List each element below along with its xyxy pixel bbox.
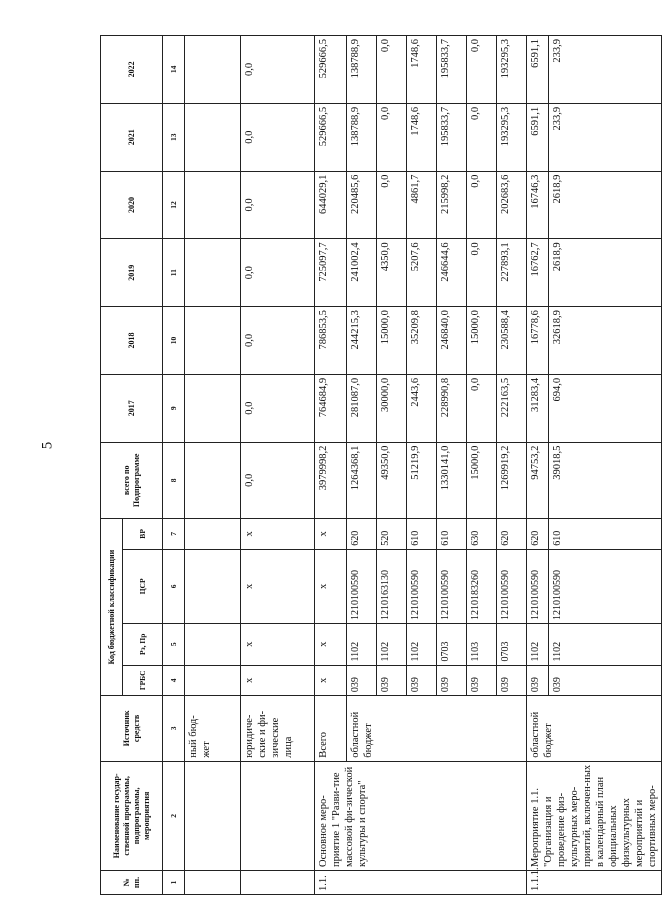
budget-table-sheet bbox=[100, 35, 658, 895]
header-year-2019: 2019 bbox=[101, 239, 163, 307]
year-cell: 230588,4 bbox=[497, 307, 527, 375]
year-cell: 244215,3 bbox=[347, 307, 377, 375]
year-cell: 786853,5 bbox=[315, 307, 347, 375]
measure-name: Основное меро-приятие 1 "Разви-тие массовой фи-зической культуры и спорта" bbox=[315, 761, 527, 870]
total-cell: 49350,0 bbox=[377, 442, 407, 518]
grbs-cell: 039 bbox=[437, 665, 467, 696]
rzpr-cell: 0703 bbox=[497, 624, 527, 666]
header-source: Источник средств bbox=[101, 696, 163, 762]
col-number: 14 bbox=[163, 36, 185, 104]
csr-cell: х bbox=[241, 549, 315, 623]
rzpr-cell: 1102 bbox=[407, 624, 437, 666]
header-total: всего по Подпрограмме bbox=[101, 442, 163, 518]
col-number: 2 bbox=[163, 761, 185, 870]
source-cell: юридиче-ские и фи-зические лица bbox=[241, 696, 315, 762]
year-cell: 529666,5 bbox=[315, 103, 347, 171]
year-cell: 195833,7 bbox=[437, 36, 467, 104]
year-cell: 6591,1 bbox=[527, 103, 549, 171]
grbs-cell: 039 bbox=[527, 665, 549, 696]
year-cell: 233,9 bbox=[549, 103, 662, 171]
year-cell: 246840,0 bbox=[437, 307, 467, 375]
csr-cell: 1210100590 bbox=[347, 549, 377, 623]
grbs-cell: 039 bbox=[467, 665, 497, 696]
year-cell: 15000,0 bbox=[467, 307, 497, 375]
col-number: 6 bbox=[163, 549, 185, 623]
year-cell: 138788,9 bbox=[347, 103, 377, 171]
year-cell: 1748,6 bbox=[407, 36, 437, 104]
csr-cell: 1210100590 bbox=[407, 549, 437, 623]
year-cell: 233,9 bbox=[549, 36, 662, 104]
rzpr-cell: 1102 bbox=[527, 624, 549, 666]
budget-table bbox=[100, 35, 662, 895]
header-csr: ЦСР bbox=[123, 549, 163, 623]
vr-cell: 620 bbox=[347, 519, 377, 550]
year-cell: 0,0 bbox=[241, 239, 315, 307]
rzpr-cell: 0703 bbox=[437, 624, 467, 666]
col-number: 13 bbox=[163, 103, 185, 171]
year-cell: 764684,9 bbox=[315, 374, 347, 442]
total-cell: 1330141,0 bbox=[437, 442, 467, 518]
year-cell: 644029,1 bbox=[315, 171, 347, 239]
year-cell: 138788,9 bbox=[347, 36, 377, 104]
table-row bbox=[527, 36, 549, 895]
col-number: 1 bbox=[163, 870, 185, 894]
csr-cell: 1210100590 bbox=[549, 549, 662, 623]
year-cell: 2618,9 bbox=[549, 239, 662, 307]
col-number: 5 bbox=[163, 624, 185, 666]
rzpr-cell: 1102 bbox=[549, 624, 662, 666]
year-cell: 0,0 bbox=[467, 239, 497, 307]
year-cell: 2443,6 bbox=[407, 374, 437, 442]
year-cell: 4861,7 bbox=[407, 171, 437, 239]
year-cell: 30000,0 bbox=[377, 374, 407, 442]
header-budget-code: Код бюджетной классификации bbox=[101, 519, 123, 696]
csr-cell: 1210183260 bbox=[467, 549, 497, 623]
grbs-cell: 039 bbox=[549, 665, 662, 696]
csr-cell: 1210100590 bbox=[527, 549, 549, 623]
year-cell: 241002,4 bbox=[347, 239, 377, 307]
year-cell: 16778,6 bbox=[527, 307, 549, 375]
year-cell: 0,0 bbox=[377, 103, 407, 171]
grbs-cell: 039 bbox=[377, 665, 407, 696]
column-number-row bbox=[163, 36, 185, 895]
year-cell: 0,0 bbox=[467, 171, 497, 239]
total-cell: 3979998,2 bbox=[315, 442, 347, 518]
year-cell: 202683,6 bbox=[497, 171, 527, 239]
col-number: 3 bbox=[163, 696, 185, 762]
year-cell: 35209,8 bbox=[407, 307, 437, 375]
vr-cell: 620 bbox=[527, 519, 549, 550]
vr-cell: 620 bbox=[497, 519, 527, 550]
year-cell: 0,0 bbox=[467, 103, 497, 171]
year-cell: 529666,5 bbox=[315, 36, 347, 104]
rzpr-cell: 1102 bbox=[377, 624, 407, 666]
year-cell: 227893,1 bbox=[497, 239, 527, 307]
csr-cell: 1210100590 bbox=[497, 549, 527, 623]
year-cell: 0,0 bbox=[241, 171, 315, 239]
measure-name: Мероприятие 1.1. "Организация и проведение физ-культурных меро-приятий, включен-ных в календарный план официальных физкультурных мероприятий и спортивных меро- bbox=[527, 761, 662, 870]
grbs-cell: х bbox=[315, 665, 347, 696]
year-cell: 193295,3 bbox=[497, 36, 527, 104]
rzpr-cell: 1103 bbox=[467, 624, 497, 666]
year-cell: 5207,6 bbox=[407, 239, 437, 307]
col-number: 10 bbox=[163, 307, 185, 375]
csr-cell: х bbox=[315, 549, 347, 623]
total-cell: 51219,9 bbox=[407, 442, 437, 518]
col-number: 12 bbox=[163, 171, 185, 239]
year-cell: 228990,8 bbox=[437, 374, 467, 442]
header-year-2017: 2017 bbox=[101, 374, 163, 442]
year-cell: 32618,9 bbox=[549, 307, 662, 375]
year-cell: 0,0 bbox=[467, 374, 497, 442]
grbs-cell: х bbox=[241, 665, 315, 696]
rzpr-cell: х bbox=[241, 624, 315, 666]
year-cell: 281087,0 bbox=[347, 374, 377, 442]
col-number: 4 bbox=[163, 665, 185, 696]
vr-cell: 610 bbox=[437, 519, 467, 550]
source-cell: ный бюд-жет bbox=[185, 696, 241, 762]
grbs-cell: 039 bbox=[347, 665, 377, 696]
year-cell: 0,0 bbox=[241, 374, 315, 442]
year-cell: 0,0 bbox=[241, 307, 315, 375]
year-cell: 222163,5 bbox=[497, 374, 527, 442]
page-number: 5 bbox=[39, 441, 56, 450]
vr-cell: х bbox=[315, 519, 347, 550]
table-row bbox=[315, 36, 347, 895]
year-cell: 4350,0 bbox=[377, 239, 407, 307]
year-cell: 16746,3 bbox=[527, 171, 549, 239]
year-cell: 193295,3 bbox=[497, 103, 527, 171]
total-cell: 39018,5 bbox=[549, 442, 662, 518]
row-number: 1.1.1. bbox=[527, 870, 662, 894]
total-cell: 0,0 bbox=[241, 442, 315, 518]
total-cell: 94753,2 bbox=[527, 442, 549, 518]
vr-cell: 520 bbox=[377, 519, 407, 550]
year-cell: 0,0 bbox=[241, 103, 315, 171]
header-row bbox=[101, 36, 123, 895]
source-cell: областной бюджет bbox=[347, 696, 527, 762]
total-cell: 15000,0 bbox=[467, 442, 497, 518]
row-number: 1.1. bbox=[315, 870, 527, 894]
year-cell: 0,0 bbox=[377, 171, 407, 239]
year-cell: 6591,1 bbox=[527, 36, 549, 104]
header-year-2018: 2018 bbox=[101, 307, 163, 375]
header-year-2022: 2022 bbox=[101, 36, 163, 104]
header-year-2020: 2020 bbox=[101, 171, 163, 239]
col-number: 11 bbox=[163, 239, 185, 307]
header-num: № пп. bbox=[101, 870, 163, 894]
col-number: 9 bbox=[163, 374, 185, 442]
year-cell: 2618,9 bbox=[549, 171, 662, 239]
year-cell: 15000,0 bbox=[377, 307, 407, 375]
year-cell: 246644,6 bbox=[437, 239, 467, 307]
grbs-cell: 039 bbox=[407, 665, 437, 696]
year-cell: 694,0 bbox=[549, 374, 662, 442]
header-grbs: ГРБС bbox=[123, 665, 163, 696]
table-row bbox=[185, 36, 241, 895]
vr-cell: 630 bbox=[467, 519, 497, 550]
grbs-cell: 039 bbox=[497, 665, 527, 696]
csr-cell: 1210100590 bbox=[437, 549, 467, 623]
rzpr-cell: 1102 bbox=[347, 624, 377, 666]
table-row bbox=[241, 36, 315, 895]
header-year-2021: 2021 bbox=[101, 103, 163, 171]
total-cell: 1264368,1 bbox=[347, 442, 377, 518]
year-cell: 16762,7 bbox=[527, 239, 549, 307]
year-cell: 725097,7 bbox=[315, 239, 347, 307]
year-cell: 0,0 bbox=[467, 36, 497, 104]
col-number: 8 bbox=[163, 442, 185, 518]
csr-cell: 1210163130 bbox=[377, 549, 407, 623]
year-cell: 220485,6 bbox=[347, 171, 377, 239]
year-cell: 1748,6 bbox=[407, 103, 437, 171]
vr-cell: 610 bbox=[407, 519, 437, 550]
header-vr: ВР bbox=[123, 519, 163, 550]
year-cell: 195833,7 bbox=[437, 103, 467, 171]
year-cell: 31283,4 bbox=[527, 374, 549, 442]
year-cell: 215998,2 bbox=[437, 171, 467, 239]
vr-cell: х bbox=[241, 519, 315, 550]
vr-cell: 610 bbox=[549, 519, 662, 550]
header-name: Наименование государ-ственной программы, подпрограммы, мероприятия bbox=[101, 761, 163, 870]
source-cell: областной бюджет bbox=[527, 696, 662, 762]
year-cell: 0,0 bbox=[377, 36, 407, 104]
header-rzpr: Рз, Пр bbox=[123, 624, 163, 666]
total-cell: 1269919,2 bbox=[497, 442, 527, 518]
col-number: 7 bbox=[163, 519, 185, 550]
rzpr-cell: х bbox=[315, 624, 347, 666]
source-cell: Всего bbox=[315, 696, 347, 762]
year-cell: 0,0 bbox=[241, 36, 315, 104]
